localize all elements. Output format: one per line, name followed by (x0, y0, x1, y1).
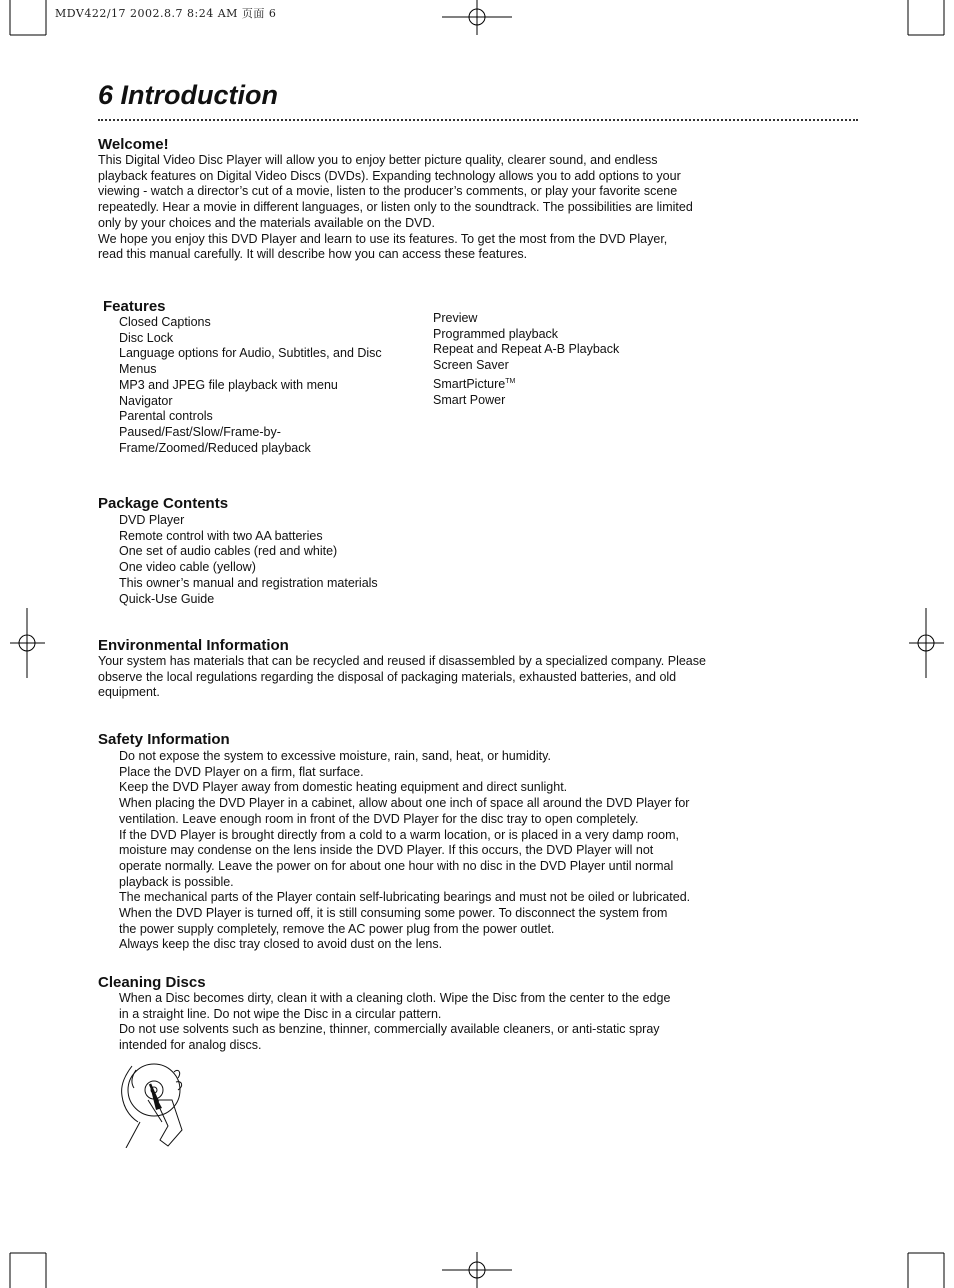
safety-line: ventilation. Leave enough room in front of the DVD Player for the disc tray to open completely. (119, 811, 639, 826)
safety-line: Keep the DVD Player away from domestic heating equipment and direct sunlight. (119, 780, 568, 795)
package-item: One set of audio cables (red and white) (119, 544, 338, 559)
safety-line: Place the DVD Player on a firm, flat surface. (119, 764, 364, 779)
package-heading: Package Contents (98, 495, 229, 512)
package-item: DVD Player (119, 513, 185, 527)
feature-item: Disc Lock (119, 330, 174, 345)
feature-item: Parental controls (119, 409, 213, 424)
welcome-line: We hope you enjoy this DVD Player and learn to use its features. To get the most from the DVD Player, (98, 231, 668, 246)
safety-line: Do not expose the system to excessive moisture, rain, sand, heat, or humidity. (119, 749, 551, 763)
environment-section (98, 637, 738, 701)
package-item: Remote control with two AA batteries (119, 528, 323, 543)
cleaning-line: in a straight line. Do not wipe the Disc in a circular pattern. (119, 1006, 442, 1021)
welcome-heading: Welcome! (98, 136, 169, 153)
feature-item-label: SmartPicture (433, 376, 506, 391)
safety-line: playback is possible. (119, 874, 234, 889)
environment-line: equipment. (98, 685, 160, 700)
feature-item: Smart Power (433, 392, 506, 407)
safety-line: When placing the DVD Player in a cabinet, allow about one inch of space all around the DVD Player for (119, 796, 690, 811)
welcome-section (98, 136, 738, 263)
trademark-symbol: TM (505, 377, 516, 385)
registration-target-top (442, 0, 512, 35)
welcome-line: repeatedly. Hear a movie in different languages, or listen only to the soundtrack. The possibilities are limited (98, 200, 693, 215)
cleaning-heading: Cleaning Discs (98, 974, 206, 991)
features-list-left (119, 315, 419, 456)
safety-line: moisture may condense on the lens inside the DVD Player. If this occurs, the DVD Player will not (119, 843, 654, 858)
page-title: 6 Introduction (98, 80, 278, 110)
environment-body (98, 654, 738, 701)
cleaning-line: intended for analog discs. (119, 1038, 262, 1053)
feature-item: Language options for Audio, Subtitles, and Disc (119, 346, 382, 361)
environment-heading: Environmental Information (98, 637, 289, 654)
safety-heading: Safety Information (98, 731, 230, 748)
safety-body (119, 749, 739, 953)
environment-line: Your system has materials that can be recycled and reused if disassembled by a specialized company. Please (98, 654, 706, 668)
safety-line: Always keep the disc tray closed to avoid dust on the lens. (119, 937, 443, 952)
registration-target-left (10, 608, 45, 678)
feature-item: MP3 and JPEG file playback with menu (119, 377, 338, 392)
package-list (119, 513, 439, 607)
title-divider (98, 119, 858, 121)
welcome-line: This Digital Video Disc Player will allow you to enjoy better picture quality, clearer sound, and endless (98, 153, 658, 167)
features-list-right (433, 311, 693, 408)
feature-item: Screen Saver (433, 358, 509, 373)
feature-item: Frame/Zoomed/Reduced playback (119, 440, 311, 455)
environment-line: observe the local regulations regarding the disposal of packaging materials, exhausted batteries, and old (98, 669, 677, 684)
registration-target-bottom (442, 1252, 512, 1288)
welcome-line: read this manual carefully. It will describe how you can access these features. (98, 247, 528, 262)
feature-item: Paused/Fast/Slow/Frame-by- (119, 424, 281, 439)
cleaning-body (119, 991, 739, 1054)
registration-target-right (909, 608, 944, 678)
safety-line: the power supply completely, remove the AC power plug from the power outlet. (119, 921, 555, 936)
welcome-line: only by your choices and the materials available on the DVD. (98, 215, 435, 230)
cleaning-line: Do not use solvents such as benzine, thinner, commercially available cleaners, or anti-static spray (119, 1022, 660, 1037)
printer-slug: MDV422/17 2002.8.7 8:24 AM 页面 6 (55, 7, 277, 20)
feature-item: Menus (119, 362, 157, 377)
safety-line: The mechanical parts of the Player contain self-lubricating bearings and must not be oiled or lubricated. (119, 890, 691, 905)
safety-line: operate normally. Leave the power on for about one hour with no disc in the DVD Player until normal (119, 858, 674, 873)
feature-item: Repeat and Repeat A-B Playback (433, 342, 620, 357)
welcome-body (98, 153, 738, 263)
safety-line: If the DVD Player is brought directly from a cold to a warm location, or is placed in a very damp room, (119, 827, 679, 842)
feature-item: Navigator (119, 393, 173, 408)
safety-line: When the DVD Player is turned off, it is still consuming some power. To disconnect the system from (119, 906, 668, 921)
feature-item: Preview (433, 311, 478, 325)
feature-item: Programmed playback (433, 326, 559, 341)
disc-cleaning-illustration (112, 1060, 192, 1148)
welcome-line: playback features on Digital Video Discs (DVDs). Expanding technology allows you to add options to your (98, 168, 681, 183)
features-heading: Features (103, 298, 166, 315)
welcome-line: viewing - watch a director’s cut of a movie, listen to the producer’s comments, or play your favorite scene (98, 184, 678, 199)
package-item: One video cable (yellow) (119, 560, 256, 575)
package-item: This owner’s manual and registration materials (119, 575, 378, 590)
feature-item (433, 374, 693, 393)
package-item: Quick-Use Guide (119, 591, 215, 606)
cleaning-line: When a Disc becomes dirty, clean it with a cleaning cloth. Wipe the Disc from the center to the edge (119, 991, 671, 1005)
feature-item: Closed Captions (119, 315, 211, 329)
